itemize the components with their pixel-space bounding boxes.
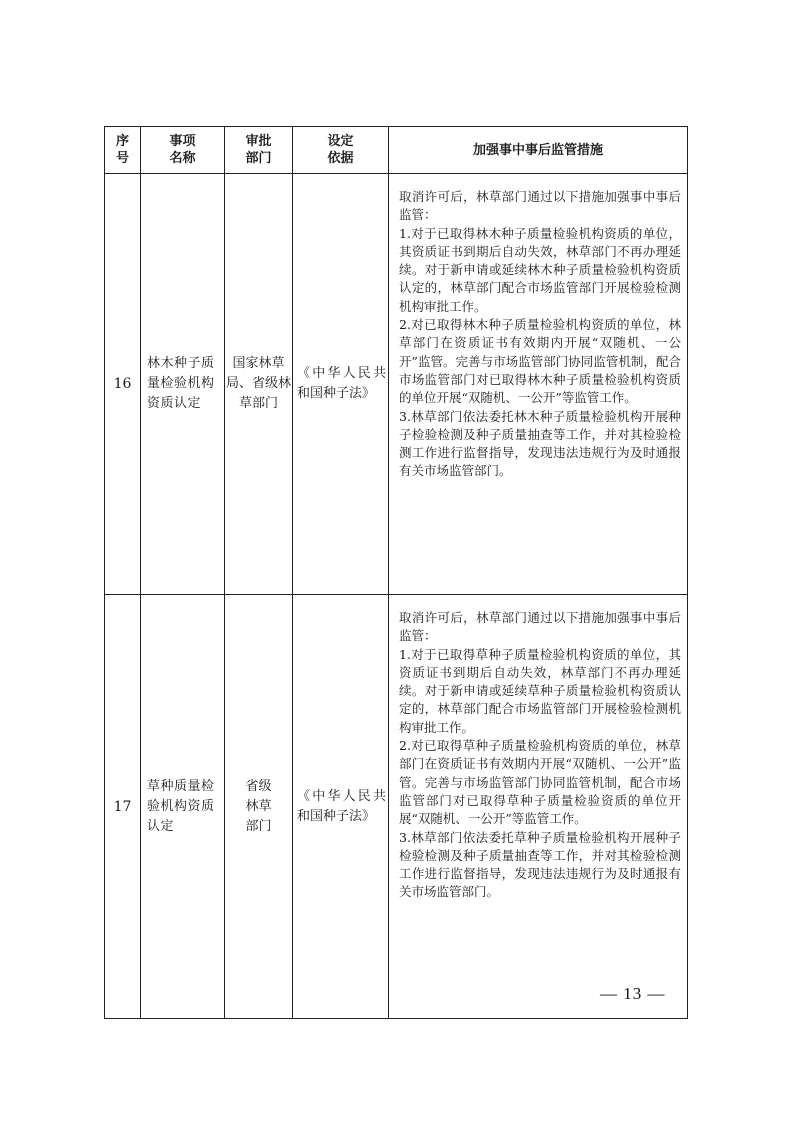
header-item: 事项名称 (141, 127, 225, 174)
measure-item: 1.对于已取得草种子质量检验机构资质的单位，其资质证书到期后自动失效，林草部门不再办理延续。对于新申请或延续草种子质量检验机构资质认定的，林草部门配合市场监管部门开展检验检测机构审批工作。 (399, 646, 681, 735)
item-name: 林木种子质量检验机构资质认定 (141, 174, 225, 595)
legal-basis: 《中华人民共和国种子法》 (293, 174, 389, 595)
row-number: 16 (105, 174, 141, 595)
header-basis: 设定依据 (293, 127, 389, 174)
measure-item: 2.对已取得林木种子质量检验机构资质的单位，林草部门在资质证书有效期内开展“双随机、一公开”监管。完善与市场监管部门协同监管机制，配合市场监管部门对已取得林木种子质量检验机构资质的单位开展“双随机、一公开”等监管工作。 (399, 317, 681, 406)
table-row (105, 174, 688, 595)
measure-item: 1.对于已取得林木种子质量检验机构资质的单位，其资质证书到期后自动失效，林草部门不再办理延续。对于新申请或延续林木种子质量检验机构资质认定的，林草部门配合市场监管部门开展检验检测机构审批工作。 (399, 225, 681, 314)
header-no: 序号 (105, 127, 141, 174)
measure-item: 3.林草部门依法委托林木种子质量检验机构开展种子检验检测及种子质量抽查等工作，并对其检验检测工作进行监督指导，发现违法违规行为及时通报有关市场监管部门。 (399, 408, 681, 479)
header-measures: 加强事中事后监管措施 (389, 127, 688, 174)
regulation-table (104, 126, 688, 1019)
legal-basis: 《中华人民共和国种子法》 (293, 595, 389, 1019)
measure-item: 2.对已取得草种子质量检验机构资质的单位，林草部门在资质证书有效期内开展“双随机、一公开”监管。完善与市场监管部门协同监管机制，配合市场监管部门对已取得草种子质量检验资质的单位开展“双随机、一公开”等监管工作。 (399, 738, 681, 827)
row-number: 17 (105, 595, 141, 1019)
header-dept: 审批部门 (225, 127, 293, 174)
table-header-row (105, 127, 688, 174)
page-number: — 13 — (600, 984, 666, 1003)
supervision-measures (389, 174, 688, 595)
supervision-measures (389, 595, 688, 1019)
item-name: 草种质量检验机构资质认定 (141, 595, 225, 1019)
measure-intro: 取消许可后，林草部门通过以下措施加强事中事后监管： (399, 189, 681, 223)
measure-intro: 取消许可后，林草部门通过以下措施加强事中事后监管： (399, 610, 681, 644)
measure-item: 3.林草部门依法委托草种子质量检验机构开展种子检验检测及种子质量抽查等工作，并对其检验检测工作进行监督指导，发现违法违规行为及时通报有关市场监管部门。 (399, 829, 681, 900)
approval-department: 省级林草部门 (225, 595, 293, 1019)
table-row (105, 595, 688, 1019)
approval-department: 国家林草局、省级林草部门 (225, 174, 293, 595)
